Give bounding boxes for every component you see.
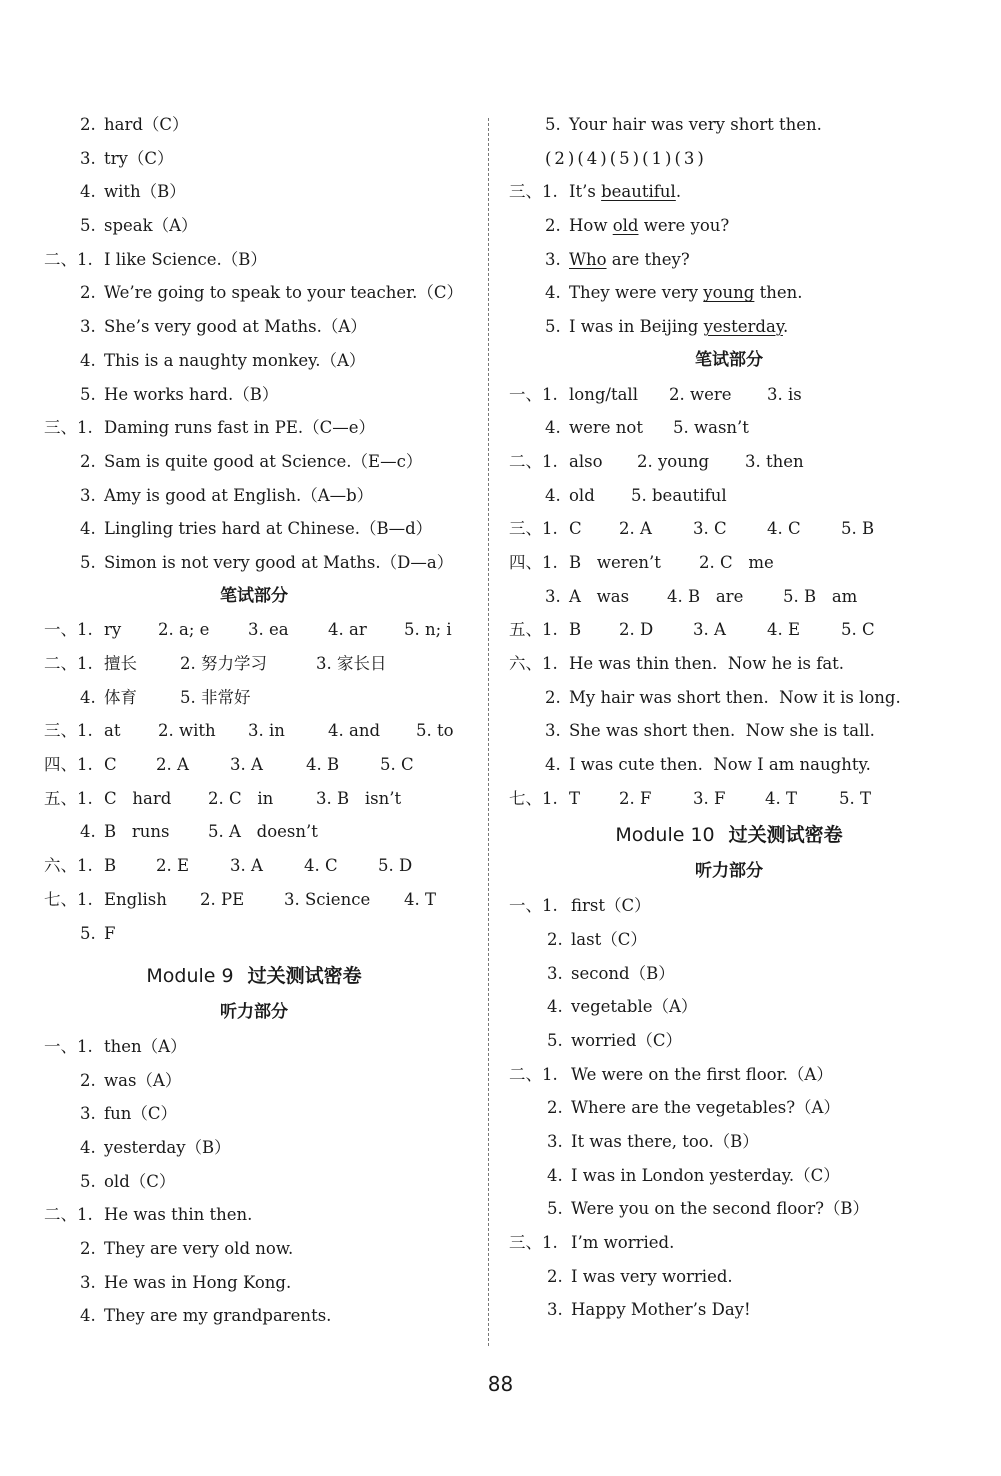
answer-line: 4. I was in London yesterday.（C） (547, 1165, 840, 1185)
right-column (509, 108, 949, 1327)
answer-line: 三、1. C 2. A 3. C 4. C 5. B (509, 519, 875, 539)
answer-line: 二、1. We were on the first floor.（A） (509, 1064, 833, 1084)
answer-line: (2)(4)(5)(1)(3) (545, 148, 707, 168)
answer-line: 一、1. first（C） (509, 896, 651, 916)
answer-line: 4. They were very young then. (545, 283, 803, 303)
answer-line: 三、1. Daming runs fast in PE.（C—e） (44, 418, 375, 438)
answer-line: 2. hard（C） (80, 115, 189, 134)
section-heading-written: 笔试部分 (220, 585, 288, 606)
answer-line: 5. speak（A） (80, 216, 198, 236)
answer-line: 3. Happy Mother’s Day! (547, 1300, 751, 1320)
answer-line: 五、1. B 2. D 3. A 4. E 5. C (509, 620, 875, 640)
answer-line: 3. fun（C） (80, 1104, 177, 1124)
section-heading-listening: 听力部分 (695, 861, 763, 882)
answer-line: 4. vegetable（A） (547, 997, 698, 1017)
answer-line: 三、1. I’m worried. (509, 1233, 675, 1252)
answer-line: 七、1. English 2. PE 3. Science 4. T (44, 889, 436, 909)
answer-line: 5. Were you on the second floor?（B） (547, 1199, 870, 1219)
answer-line: 3. He was in Hong Kong. (80, 1272, 292, 1292)
answer-line: 4. Lingling tries hard at Chinese.（B—d） (80, 519, 433, 539)
column-divider (488, 118, 489, 1346)
answer-line: 4. old 5. beautiful (545, 485, 727, 505)
answer-line: 六、1. B 2. E 3. A 4. C 5. D (44, 856, 413, 876)
answer-line: 2. last（C） (547, 929, 647, 949)
answer-line: 二、1. also 2. young 3. then (509, 451, 804, 471)
answer-line: 2. They are very old now. (80, 1239, 294, 1258)
answer-line: 四、1. C 2. A 3. A 4. B 5. C (44, 755, 414, 775)
answer-line: 4. with（B） (80, 182, 186, 202)
section-heading-listening: 听力部分 (220, 1002, 288, 1023)
answer-line: 3. A was 4. B are 5. B am (545, 586, 858, 606)
answer-line: 六、1. He was thin then. Now he is fat. (509, 654, 845, 673)
page-number: 88 (487, 1372, 514, 1396)
answer-line: 四、1. B weren’t 2. C me (509, 552, 774, 572)
section-heading-written: 笔试部分 (695, 349, 763, 370)
answer-line: 二、1. I like Science.（B） (44, 249, 267, 269)
answer-line: 3. She’s very good at Maths.（A） (80, 317, 367, 337)
answer-line: 3. It was there, too.（B） (547, 1131, 759, 1151)
answer-line: 七、1. T 2. F 3. F 4. T 5. T (509, 788, 871, 808)
answer-line: 3. Amy is good at English.（A—b） (80, 485, 374, 505)
answer-line: 5. He works hard.（B） (80, 384, 279, 404)
answer-line: 5. Your hair was very short then. (545, 115, 822, 134)
answer-line: 3. She was short then. Now she is tall. (545, 721, 875, 741)
answer-line: 五、1. C hard 2. C in 3. B isn’t (44, 788, 402, 808)
answer-line: 三、1. at 2. with 3. in 4. and 5. to (44, 721, 454, 741)
answer-line: 2. was（A） (80, 1070, 182, 1090)
answer-line: 二、1. He was thin then. (44, 1205, 253, 1225)
answer-line: 2. We’re going to speak to your teacher.（C） (80, 283, 464, 303)
answer-line: 3. second（B） (547, 963, 675, 983)
answer-line: 4. This is a naughty monkey.（A） (80, 350, 366, 370)
answer-line: 5. F (80, 923, 116, 943)
answer-line: 二、1. 擅长 2. 努力学习 3. 家长日 (44, 654, 387, 673)
answer-line: 3. Who are they? (545, 249, 690, 269)
answer-line: 2. Where are the vegetables?（A） (547, 1098, 840, 1118)
answer-line: 2. I was very worried. (547, 1266, 733, 1286)
answer-line: 2. My hair was short then. Now it is long. (545, 687, 901, 707)
answer-line: 一、1. then（A） (44, 1036, 187, 1056)
answer-line: 2. Sam is quite good at Science.（E—c） (80, 451, 423, 471)
answer-line: 4. They are my grandparents. (80, 1306, 332, 1326)
module-10-title: Module 10 过关测试密卷 (615, 824, 843, 847)
answer-line: 5. Simon is not very good at Maths.（D—a） (80, 552, 454, 572)
answer-line: 5. worried（C） (547, 1030, 683, 1050)
answer-line: 三、1. It’s beautiful. (509, 182, 682, 202)
answer-line: 4. I was cute then. Now I am naughty. (545, 755, 871, 775)
answer-line: 5. old（C） (80, 1171, 176, 1191)
answer-line: 5. I was in Beijing yesterday. (545, 317, 789, 337)
answer-line: 4. 体育 5. 非常好 (80, 687, 251, 707)
answer-line: 4. yesterday（B） (80, 1137, 231, 1157)
answer-line: 4. were not 5. wasn’t (545, 418, 749, 438)
module-9-title: Module 9 过关测试密卷 (146, 965, 362, 988)
answer-line: 4. B runs 5. A doesn’t (80, 822, 318, 842)
answer-line: 一、1. long/tall 2. were 3. is (509, 384, 802, 404)
answer-line: 3. try（C） (80, 148, 174, 168)
answer-line: 2. How old were you? (545, 216, 730, 236)
left-column (44, 108, 464, 1333)
answer-line: 一、1. ry 2. a; e 3. ea 4. ar 5. n; i (44, 620, 452, 640)
